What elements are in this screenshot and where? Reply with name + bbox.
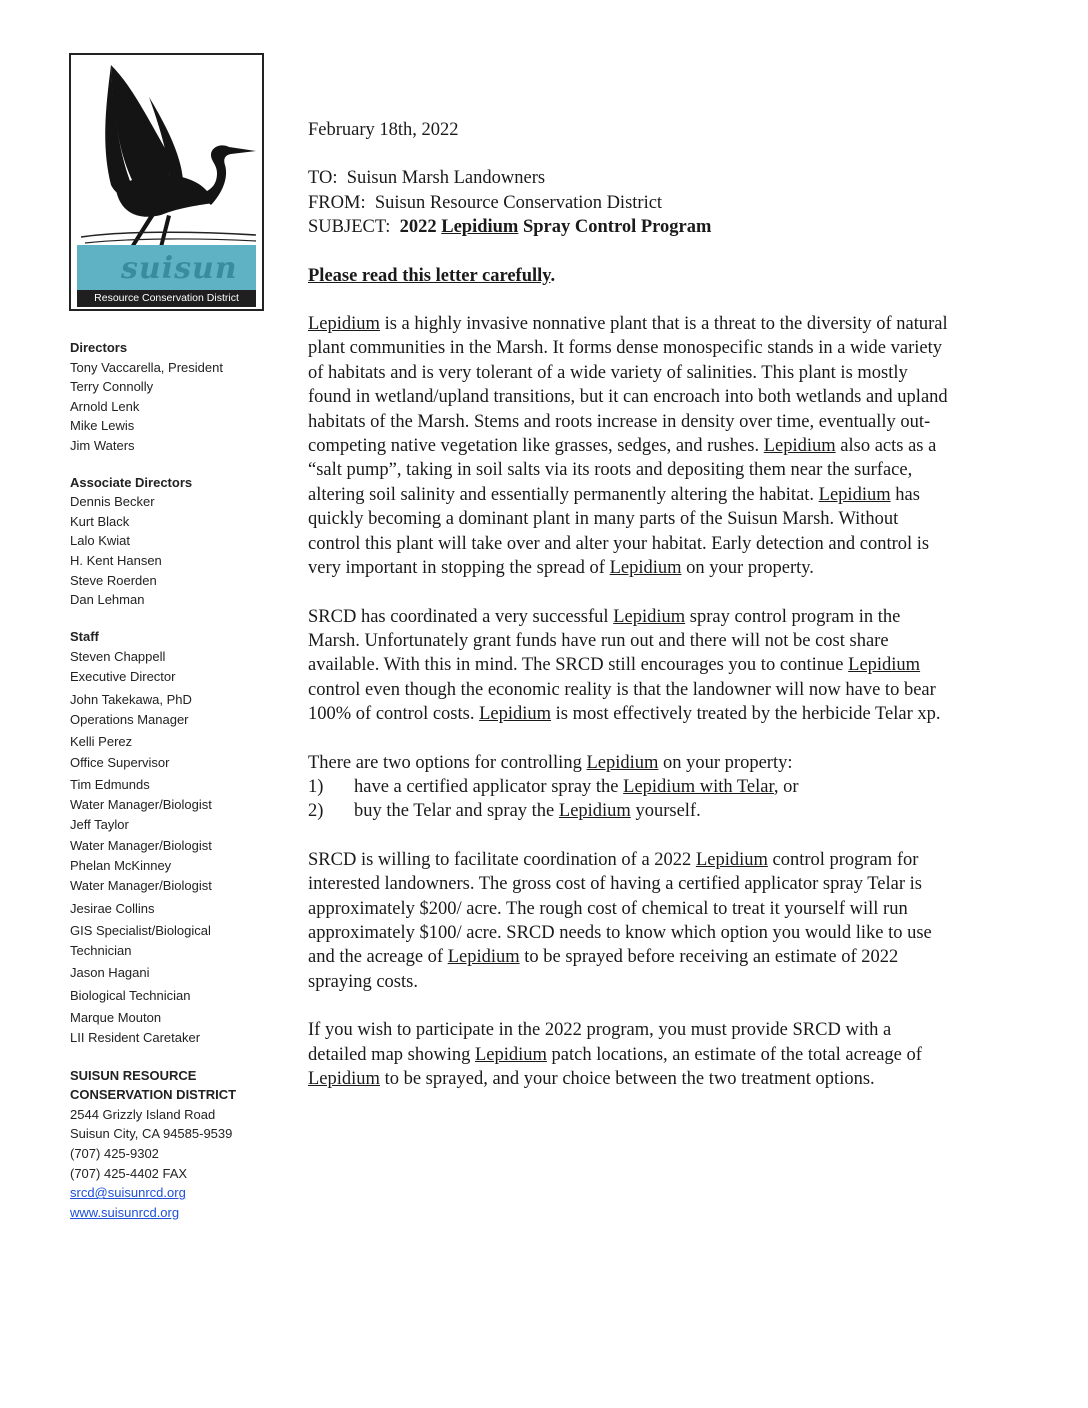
website-link[interactable]: www.suisunrcd.org — [70, 1204, 180, 1220]
staff-name: Marque Mouton — [70, 1010, 162, 1026]
srcd-logo — [69, 53, 264, 311]
list-item: 1) have a certified applicator spray the Lepidium with Telar, or — [308, 776, 799, 797]
phone-number: (707) 425-9302 — [70, 1146, 159, 1162]
associate-director-name: Lalo Kwiat — [70, 533, 130, 549]
associate-director-name: Steve Roerden — [70, 572, 157, 588]
contact-block — [70, 1066, 270, 1223]
letter-date: February 18th, 2022 — [308, 120, 459, 140]
street-address: 2544 Grizzly Island Road — [70, 1106, 216, 1122]
staff-name: Tim Edmunds — [70, 776, 150, 792]
paragraph-lepidium-description: Lepidium is a highly invasive nonnative plant that is a threat to the diversity of natural plant communities in the Marsh. It forms dense monospecific stands in a wide variety of habitats and is very tolerant of a wide variety of salinities. This plant is mostly found in wetland/upland transitions, but it can encroach into both wetlands and upland habitats of the Marsh. Stems and roots increase in density over time, eventually out-competing native vegetation like grasses, sedges, and rushes. Lepidium also acts as a “salt pump”, taking in soil salts via its roots and depositing them near the surface, altering soil salinity and essentially permanently altering the habitat. Lepidium has quickly becoming a dominant plant in many parts of the Suisun Marsh. Without control this plant will take over and alter your habitat. Early detection and control is very important in stopping the spread of Lepidium on your property. — [308, 314, 948, 579]
director-name: Tony Vaccarella, President — [70, 359, 223, 375]
directors-heading: Directors — [70, 340, 128, 355]
associate-directors-list — [70, 473, 270, 610]
directors-list — [70, 338, 270, 456]
associate-directors-heading: Associate Directors — [70, 474, 193, 490]
paragraph-program-funding: SRCD has coordinated a very successful Lepidium spray control program in the Marsh. Unfortunately grant funds have run out and there will not be cost share available. With this in mind. The SRCD still encourages you to continue Lepidium control even though the economic reality is that the landowner will now have to bear 100% of control costs. Lepidium is most effectively treated by the herbicide Telar xp. — [308, 606, 941, 725]
staff-title: GIS Specialist/Biological — [70, 922, 211, 938]
staff-title: Water Manager/Biologist — [70, 797, 212, 813]
paragraph-options-intro: There are two options for controlling Lepidium on your property: — [308, 752, 793, 773]
paragraph-costs: SRCD is willing to facilitate coordination of a 2022 Lepidium control program for interested landowners. The gross cost of having a certified applicator spray Telar is approximately $200/ acre. The rough cost of chemical to treat it yourself will run approximately $100/ acre. SRCD needs to know which option you would like to use and the acreage of Lepidium to be sprayed before receiving an estimate of 2022 spraying costs. — [308, 849, 932, 992]
staff-name: John Takekawa, PhD — [70, 691, 192, 707]
letterhead-sidebar — [70, 338, 270, 1239]
letter-body — [308, 118, 948, 1091]
logo-caption: Resource Conservation District — [77, 290, 256, 307]
director-name: Arnold Lenk — [70, 398, 140, 414]
staff-title: LII Resident Caretaker — [70, 1030, 201, 1046]
subject-line: SUBJECT: 2022 Lepidium Spray Control Program — [308, 217, 712, 238]
staff-heading: Staff — [70, 628, 99, 644]
director-name: Mike Lewis — [70, 418, 135, 434]
staff-name: Phelan McKinney — [70, 857, 172, 873]
staff-title: Water Manager/Biologist — [70, 837, 212, 853]
associate-director-name: Dan Lehman — [70, 592, 145, 608]
org-name: CONSERVATION DISTRICT — [70, 1087, 237, 1103]
director-name: Jim Waters — [70, 437, 135, 453]
memo-header — [308, 166, 948, 239]
director-name: Terry Connolly — [70, 379, 154, 395]
staff-name: Jeff Taylor — [70, 817, 129, 833]
staff-name: Steven Chappell — [70, 649, 166, 665]
logo-script-text: suisun — [121, 251, 238, 286]
to-line: TO: Suisun Marsh Landowners — [308, 168, 546, 189]
staff-title: Operations Manager — [70, 711, 189, 727]
staff-title: Technician — [70, 943, 132, 959]
staff-name: Jesirae Collins — [70, 900, 155, 916]
staff-title: Executive Director — [70, 669, 176, 685]
from-value: Suisun Resource Conservation District — [374, 192, 663, 213]
list-item: 2) buy the Telar and spray the Lepidium yourself. — [308, 801, 701, 822]
read-notice: Please read this letter carefully. — [308, 265, 556, 286]
paragraph-participation: If you wish to participate in the 2022 program, you must provide SRCD with a detailed map showing Lepidium patch locations, an estimate of the total acreage of Lepidium to be sprayed, and your choice between the two treatment options. — [308, 1020, 922, 1089]
to-value: Suisun Marsh Landowners — [346, 168, 546, 189]
from-line: FROM: Suisun Resource Conservation District — [308, 192, 663, 213]
fax-number: (707) 425-4402 FAX — [70, 1165, 188, 1181]
staff-title: Water Manager/Biologist — [70, 878, 212, 894]
associate-director-name: Kurt Black — [70, 513, 130, 529]
staff-title: Biological Technician — [70, 987, 191, 1003]
staff-name: Kelli Perez — [70, 734, 133, 750]
staff-list — [70, 627, 270, 1049]
associate-director-name: Dennis Becker — [70, 494, 155, 510]
org-name: SUISUN RESOURCE — [70, 1067, 197, 1083]
staff-name: Jason Hagani — [70, 965, 150, 981]
staff-title: Office Supervisor — [70, 754, 170, 770]
email-link[interactable]: srcd@suisunrcd.org — [70, 1185, 186, 1201]
city-address: Suisun City, CA 94585-9539 — [70, 1126, 233, 1142]
associate-director-name: H. Kent Hansen — [70, 552, 162, 568]
